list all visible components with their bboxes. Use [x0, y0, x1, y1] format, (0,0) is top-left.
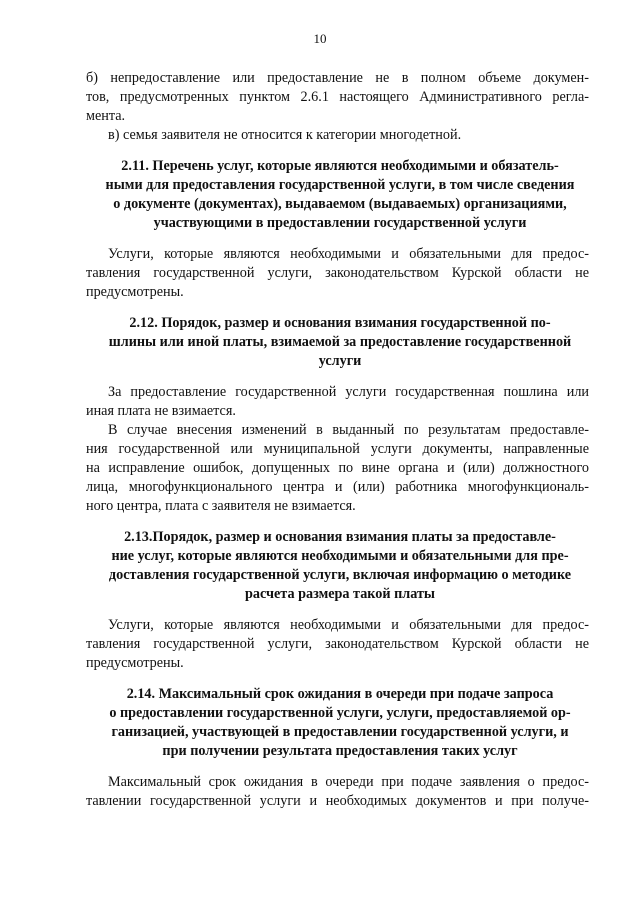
text-line: ния государственной или муниципальной услуги документы, направленные: [86, 441, 589, 457]
section-heading: ние услуг, которые являются необходимыми и обязательными для пре-: [111, 548, 569, 564]
section-heading: 2.11. Перечень услуг, которые являются необходимыми и обязатель-: [121, 158, 559, 174]
text-line: За предоставление государственной услуги государственная пошлина или: [108, 384, 589, 400]
text-line: тавления государственной услуги, законодательством Курской области не: [86, 636, 589, 652]
text-line: в) семья заявителя не относится к категории многодетной.: [108, 127, 462, 143]
section-heading: участвующими в предоставлении государственной услуги: [153, 215, 527, 231]
section-heading: ганизацией, участвующей в предоставлении государственной услуги, и: [111, 724, 569, 740]
section-heading: шлины или иной платы, взимаемой за предоставление государственной: [108, 334, 572, 350]
section-heading: ными для предоставления государственной услуги, в том числе сведения: [105, 177, 575, 193]
text-line: ного центра, плата с заявителя не взимается.: [86, 498, 356, 514]
text-line: б) непредоставление или предоставление не в полном объеме докумен-: [86, 70, 589, 86]
section-heading: при получении результата предоставления таких услуг: [162, 743, 518, 759]
text-line: предусмотрены.: [86, 655, 184, 671]
section-heading: расчета размера такой платы: [245, 586, 435, 602]
text-line: Максимальный срок ожидания в очереди при подаче заявления о предос-: [108, 774, 589, 790]
text-line: тавлении государственной услуги и необходимых документов и при получе-: [86, 793, 589, 809]
text-line: тавления государственной услуги, законодательством Курской области не: [86, 265, 589, 281]
text-line: предусмотрены.: [86, 284, 184, 300]
section-heading: 2.13.Порядок, размер и основания взимания платы за предоставле-: [124, 529, 556, 545]
text-line: мента.: [86, 108, 126, 124]
text-line: В случае внесения изменений в выданный по результатам предоставле-: [108, 422, 589, 438]
section-heading: 2.14. Максимальный срок ожидания в очереди при подаче запроса: [126, 686, 554, 702]
section-heading: услуги: [318, 353, 362, 369]
page-number: 10: [313, 31, 327, 46]
text-line: иная плата не взимается.: [86, 403, 236, 419]
text-line: на исправление ошибок, допущенных по вине органа и (или) должностного: [86, 460, 589, 476]
section-heading: 2.12. Порядок, размер и основания взимания государственной по-: [129, 315, 551, 331]
section-heading: о предоставлении государственной услуги, услуги, предоставляемой ор-: [109, 705, 571, 721]
section-heading: доставления государственной услуги, включая информацию о методике: [108, 567, 572, 583]
text-line: лица, многофункционального центра и (или) работника многофункциональ-: [86, 479, 589, 495]
text-line: тов, предусмотренных пунктом 2.6.1 настоящего Административного регла-: [86, 89, 589, 105]
text-line: Услуги, которые являются необходимыми и обязательными для предос-: [108, 246, 589, 262]
text-line: Услуги, которые являются необходимыми и обязательными для предос-: [108, 617, 589, 633]
section-heading: о документе (документах), выдаваемом (выдаваемых) организациями,: [113, 196, 567, 212]
